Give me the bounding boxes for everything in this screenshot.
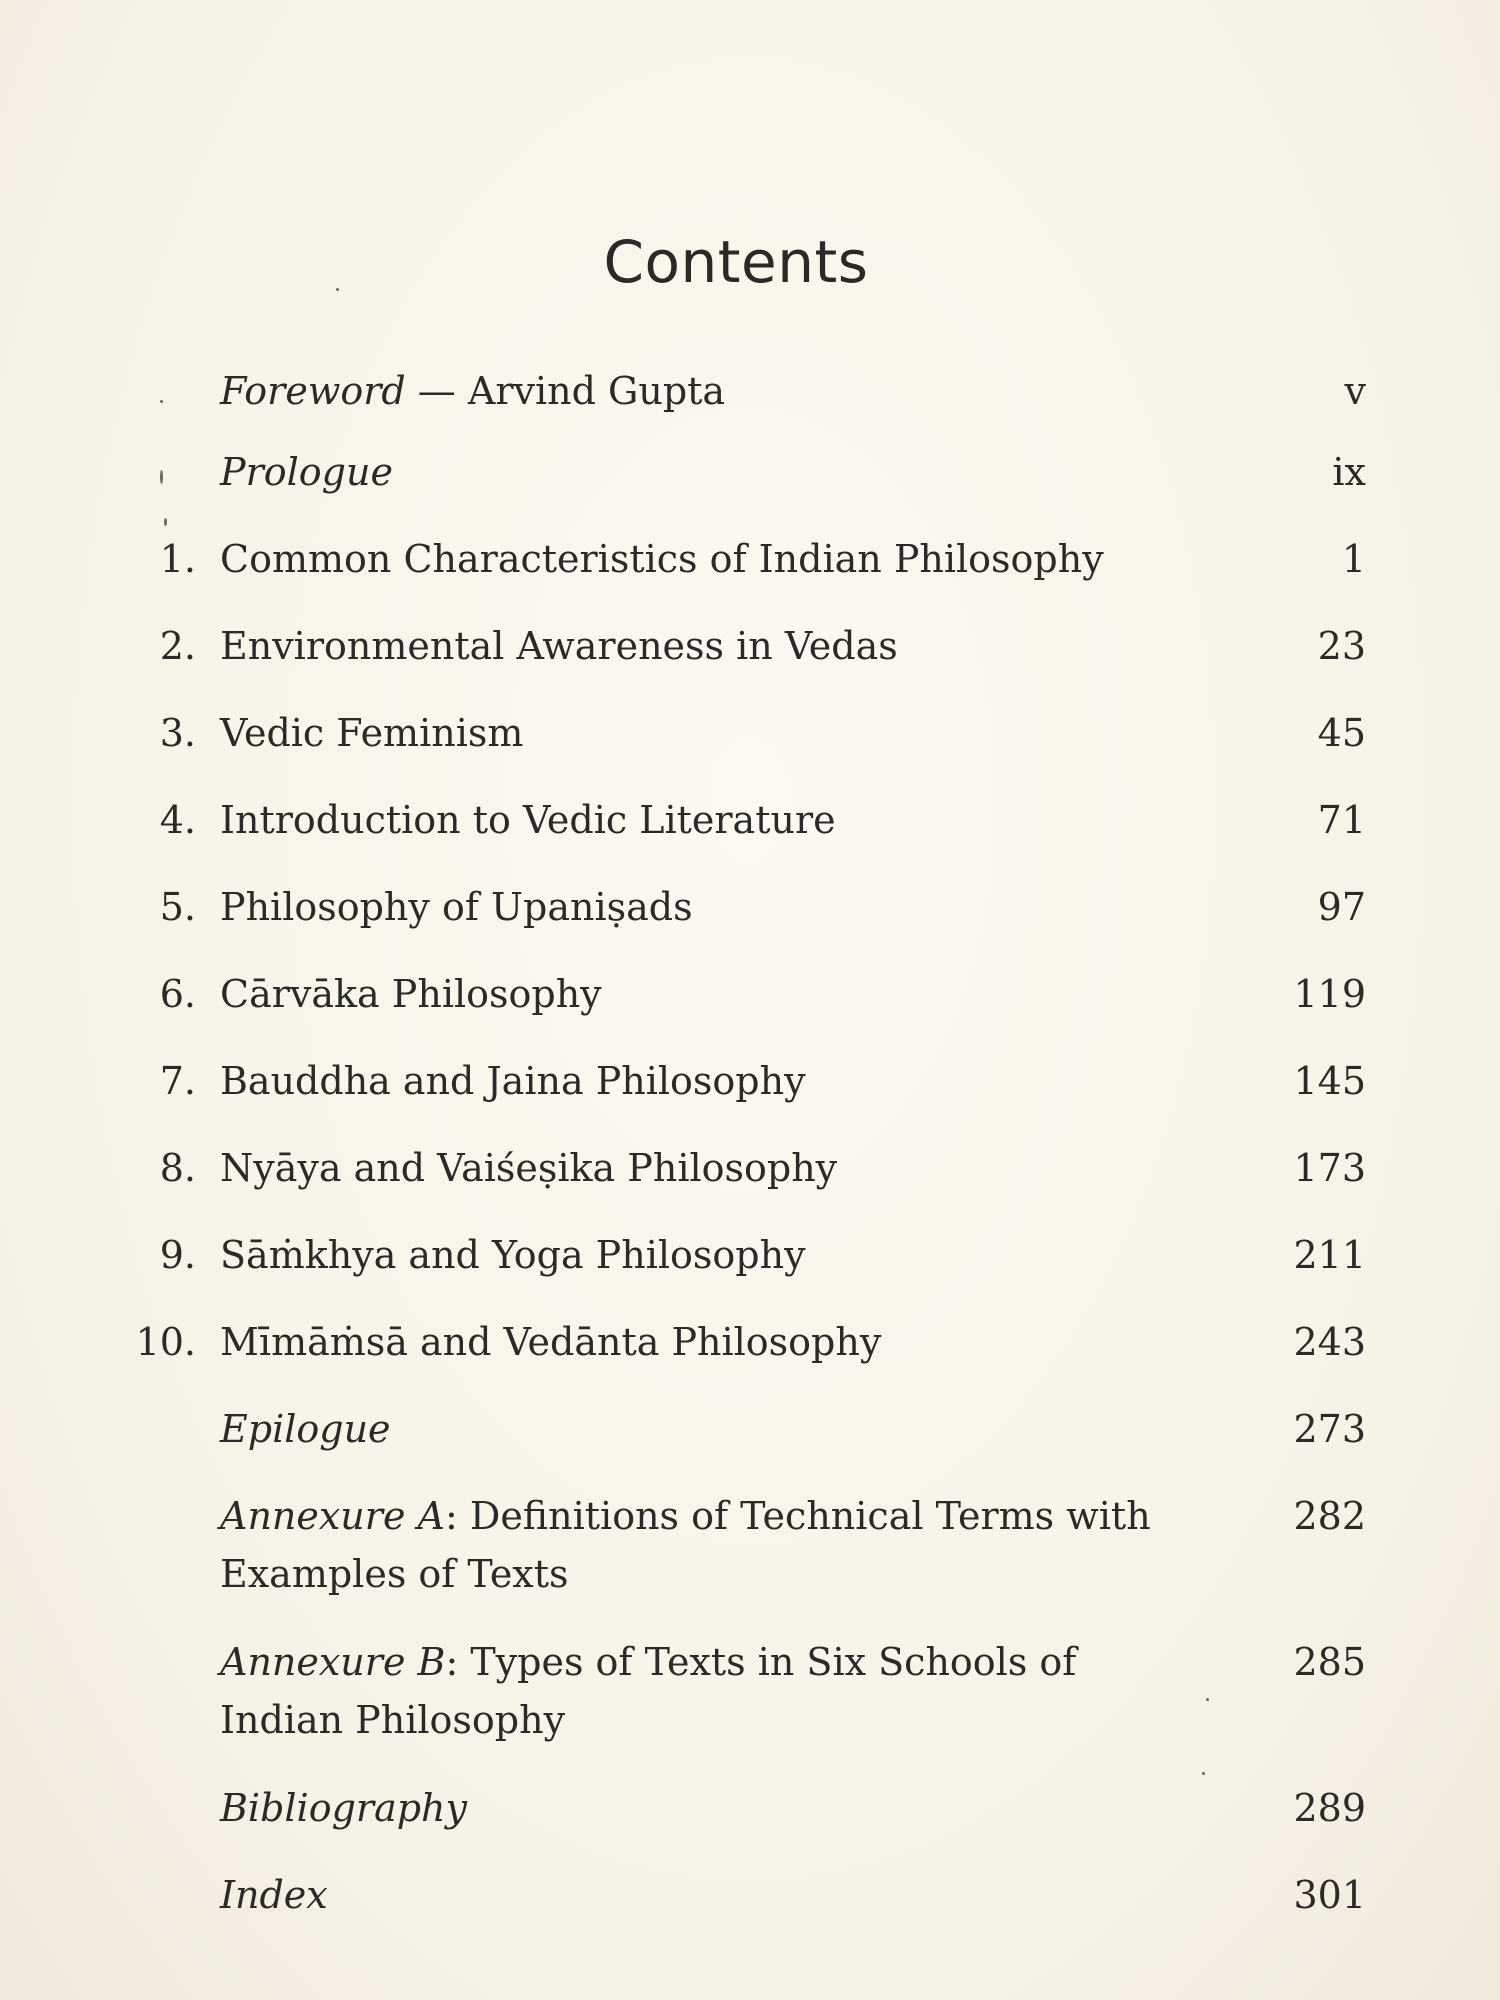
- toc-page-number: ix: [1332, 450, 1366, 494]
- toc-entry-label: Vedic Feminism: [220, 711, 524, 755]
- toc-chapter-number: 3.: [159, 711, 196, 755]
- toc-entry-label: Prologue: [220, 450, 393, 494]
- toc-entry-label: Mīmāṁsā and Vedānta Philosophy: [220, 1320, 882, 1364]
- toc-page-number: 23: [1317, 624, 1366, 668]
- toc-entry-label: Annexure B: Types of Texts in Six Schools of: [220, 1640, 1077, 1684]
- toc-page-number: 119: [1293, 972, 1366, 1016]
- contents-heading: Contents: [603, 228, 869, 296]
- print-speck: [160, 400, 163, 403]
- print-speck: [1202, 1772, 1205, 1775]
- toc-entry-label: Epilogue: [220, 1407, 391, 1451]
- toc-entry-label: Sāṁkhya and Yoga Philosophy: [220, 1233, 806, 1277]
- toc-chapter-number: 4.: [159, 798, 196, 842]
- toc-chapter-number: 1.: [159, 537, 196, 581]
- toc-page-number: 282: [1293, 1494, 1366, 1538]
- toc-entry-label: Nyāya and Vaiśeṣika Philosophy: [220, 1146, 838, 1190]
- toc-entry-label: Index: [220, 1873, 328, 1917]
- toc-entry-label: Cārvāka Philosophy: [220, 972, 602, 1016]
- toc-chapter-number: 5.: [159, 885, 196, 929]
- toc-chapter-number: 2.: [159, 624, 196, 668]
- toc-entry-label: Environmental Awareness in Vedas: [220, 624, 898, 668]
- toc-entry-label: Foreword — Arvind Gupta: [220, 369, 726, 413]
- toc-page-number: 45: [1317, 711, 1366, 755]
- toc-entry-label: Common Characteristics of Indian Philosophy: [220, 537, 1104, 581]
- toc-page-number: 173: [1293, 1146, 1366, 1190]
- toc-entry-label-continuation: Examples of Texts: [220, 1552, 569, 1596]
- toc-entry-label-continuation: Indian Philosophy: [220, 1698, 566, 1742]
- toc-page-number: 285: [1293, 1640, 1366, 1684]
- toc-chapter-number: 9.: [159, 1233, 196, 1277]
- toc-chapter-number: 6.: [159, 972, 196, 1016]
- toc-page-number: 1: [1341, 537, 1366, 581]
- toc-entry-label: Bibliography: [220, 1786, 467, 1830]
- toc-page-number: 273: [1293, 1407, 1366, 1451]
- print-speck: [1206, 1698, 1209, 1701]
- toc-page-number: 97: [1317, 885, 1366, 929]
- toc-page-number: v: [1344, 369, 1366, 413]
- print-speck: [336, 288, 339, 291]
- toc-chapter-number: 10.: [135, 1320, 196, 1364]
- toc-page-number: 71: [1317, 798, 1366, 842]
- toc-chapter-number: 8.: [159, 1146, 196, 1190]
- toc-page-number: 145: [1293, 1059, 1366, 1103]
- toc-page-number: 301: [1293, 1873, 1366, 1917]
- toc-page-number: 211: [1293, 1233, 1366, 1277]
- toc-chapter-number: 7.: [159, 1059, 196, 1103]
- print-speck: [160, 470, 163, 484]
- toc-page-number: 243: [1293, 1320, 1366, 1364]
- toc-entry-label: Bauddha and Jaina Philosophy: [220, 1059, 806, 1103]
- toc-entry-label: Philosophy of Upaniṣads: [220, 885, 693, 929]
- toc-entry-label: Introduction to Vedic Literature: [220, 798, 836, 842]
- print-speck: [164, 518, 167, 526]
- toc-entry-label: Annexure A: Definitions of Technical Terms with: [220, 1494, 1151, 1538]
- toc-page-number: 289: [1293, 1786, 1366, 1830]
